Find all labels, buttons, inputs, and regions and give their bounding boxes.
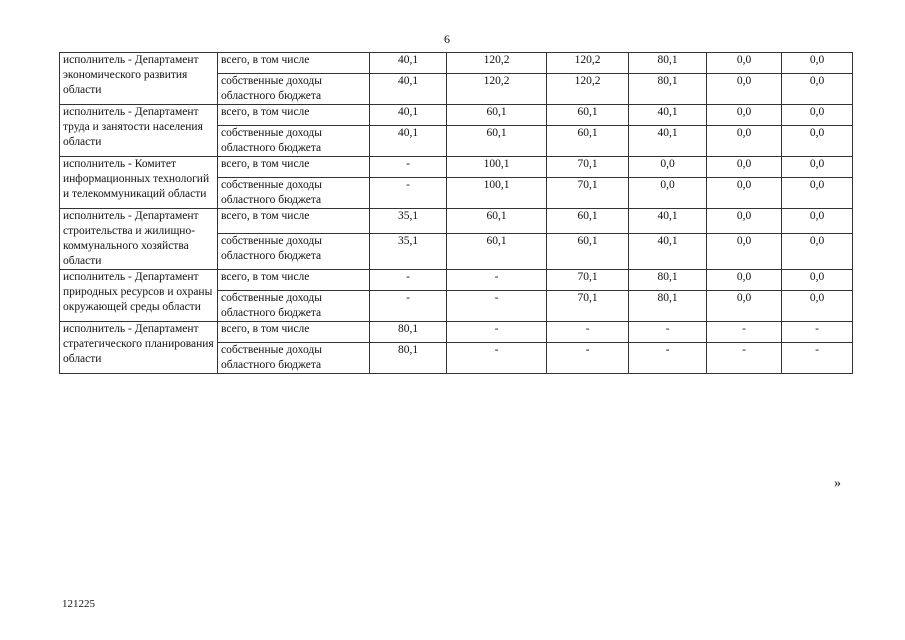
amount-cell: 0,0 xyxy=(707,291,782,322)
funding-category-cell: всего, в том числе xyxy=(218,53,370,74)
funding-category-cell: собственные доходы областного бюджета xyxy=(218,343,370,374)
amount-cell: 60,1 xyxy=(547,209,629,234)
amount-cell: 0,0 xyxy=(707,157,782,178)
amount-cell: - xyxy=(447,270,547,291)
amount-cell: 0,0 xyxy=(707,126,782,157)
amount-cell: 0,0 xyxy=(707,270,782,291)
amount-cell: 80,1 xyxy=(629,74,707,105)
amount-cell: 120,2 xyxy=(447,74,547,105)
amount-cell: - xyxy=(447,322,547,343)
amount-cell: 40,1 xyxy=(629,233,707,269)
amount-cell: 80,1 xyxy=(629,53,707,74)
amount-cell: 0,0 xyxy=(707,53,782,74)
amount-cell: 40,1 xyxy=(629,209,707,234)
funding-category-cell: всего, в том числе xyxy=(218,209,370,234)
amount-cell: 35,1 xyxy=(370,209,447,234)
executor-cell: исполнитель - Департамент строительства и жилищно-коммунального хозяйства области xyxy=(60,209,218,270)
amount-cell: 0,0 xyxy=(707,74,782,105)
amount-cell: - xyxy=(707,343,782,374)
table-row xyxy=(60,105,853,126)
table-row xyxy=(60,157,853,178)
amount-cell: 60,1 xyxy=(547,233,629,269)
amount-cell: 0,0 xyxy=(782,270,853,291)
amount-cell: 35,1 xyxy=(370,233,447,269)
amount-cell: 40,1 xyxy=(629,126,707,157)
amount-cell: - xyxy=(707,322,782,343)
amount-cell: 80,1 xyxy=(370,322,447,343)
amount-cell: 0,0 xyxy=(782,53,853,74)
amount-cell: 60,1 xyxy=(447,105,547,126)
amount-cell: 120,2 xyxy=(547,53,629,74)
amount-cell: - xyxy=(547,322,629,343)
funding-category-cell: собственные доходы областного бюджета xyxy=(218,233,370,269)
amount-cell: - xyxy=(629,343,707,374)
amount-cell: 100,1 xyxy=(447,157,547,178)
amount-cell: 60,1 xyxy=(547,105,629,126)
amount-cell: 0,0 xyxy=(782,209,853,234)
executor-cell: исполнитель - Департамент природных ресурсов и охраны окружающей среды области xyxy=(60,270,218,322)
amount-cell: - xyxy=(370,157,447,178)
funding-category-cell: всего, в том числе xyxy=(218,322,370,343)
amount-cell: 0,0 xyxy=(707,105,782,126)
table-row xyxy=(60,322,853,343)
amount-cell: 0,0 xyxy=(782,157,853,178)
amount-cell: 0,0 xyxy=(782,126,853,157)
funding-category-cell: собственные доходы областного бюджета xyxy=(218,74,370,105)
amount-cell: 0,0 xyxy=(782,178,853,209)
amount-cell: 0,0 xyxy=(782,233,853,269)
amount-cell: 40,1 xyxy=(370,105,447,126)
amount-cell: 60,1 xyxy=(447,209,547,234)
amount-cell: - xyxy=(629,322,707,343)
executor-cell: исполнитель - Департамент стратегического планирования области xyxy=(60,322,218,374)
amount-cell: 0,0 xyxy=(707,209,782,234)
amount-cell: 80,1 xyxy=(629,270,707,291)
table-row xyxy=(60,209,853,234)
funding-category-cell: собственные доходы областного бюджета xyxy=(218,178,370,209)
executor-cell: исполнитель - Комитет информационных технологий и телекоммуникаций области xyxy=(60,157,218,209)
amount-cell: - xyxy=(547,343,629,374)
amount-cell: - xyxy=(447,343,547,374)
amount-cell: 70,1 xyxy=(547,157,629,178)
funding-category-cell: собственные доходы областного бюджета xyxy=(218,126,370,157)
amount-cell: 100,1 xyxy=(447,178,547,209)
amount-cell: - xyxy=(782,343,853,374)
budget-table xyxy=(59,52,853,374)
amount-cell: 0,0 xyxy=(782,291,853,322)
funding-category-cell: всего, в том числе xyxy=(218,270,370,291)
amount-cell: 60,1 xyxy=(547,126,629,157)
amount-cell: 0,0 xyxy=(629,157,707,178)
amount-cell: - xyxy=(370,178,447,209)
table-row xyxy=(60,270,853,291)
page-number: 6 xyxy=(444,32,450,46)
amount-cell: 40,1 xyxy=(370,53,447,74)
amount-cell: 60,1 xyxy=(447,233,547,269)
amount-cell: 120,2 xyxy=(547,74,629,105)
amount-cell: 70,1 xyxy=(547,178,629,209)
amount-cell: - xyxy=(370,291,447,322)
amount-cell: - xyxy=(782,322,853,343)
amount-cell: 60,1 xyxy=(447,126,547,157)
amount-cell: 0,0 xyxy=(707,233,782,269)
amount-cell: 80,1 xyxy=(370,343,447,374)
amount-cell: 40,1 xyxy=(629,105,707,126)
executor-cell: исполнитель - Департамент экономического развития области xyxy=(60,53,218,105)
amount-cell: - xyxy=(370,270,447,291)
amount-cell: 120,2 xyxy=(447,53,547,74)
amount-cell: 70,1 xyxy=(547,270,629,291)
amount-cell: 0,0 xyxy=(782,74,853,105)
executor-cell: исполнитель - Департамент труда и занятости населения области xyxy=(60,105,218,157)
table-row xyxy=(60,53,853,74)
funding-category-cell: всего, в том числе xyxy=(218,157,370,178)
funding-category-cell: собственные доходы областного бюджета xyxy=(218,291,370,322)
document-code: 121225 xyxy=(62,598,95,610)
amount-cell: 80,1 xyxy=(629,291,707,322)
table-body xyxy=(60,53,853,374)
amount-cell: 0,0 xyxy=(629,178,707,209)
amount-cell: 70,1 xyxy=(547,291,629,322)
amount-cell: 0,0 xyxy=(707,178,782,209)
closing-quote-mark: » xyxy=(834,476,841,491)
funding-category-cell: всего, в том числе xyxy=(218,105,370,126)
amount-cell: 40,1 xyxy=(370,126,447,157)
amount-cell: - xyxy=(447,291,547,322)
amount-cell: 0,0 xyxy=(782,105,853,126)
amount-cell: 40,1 xyxy=(370,74,447,105)
